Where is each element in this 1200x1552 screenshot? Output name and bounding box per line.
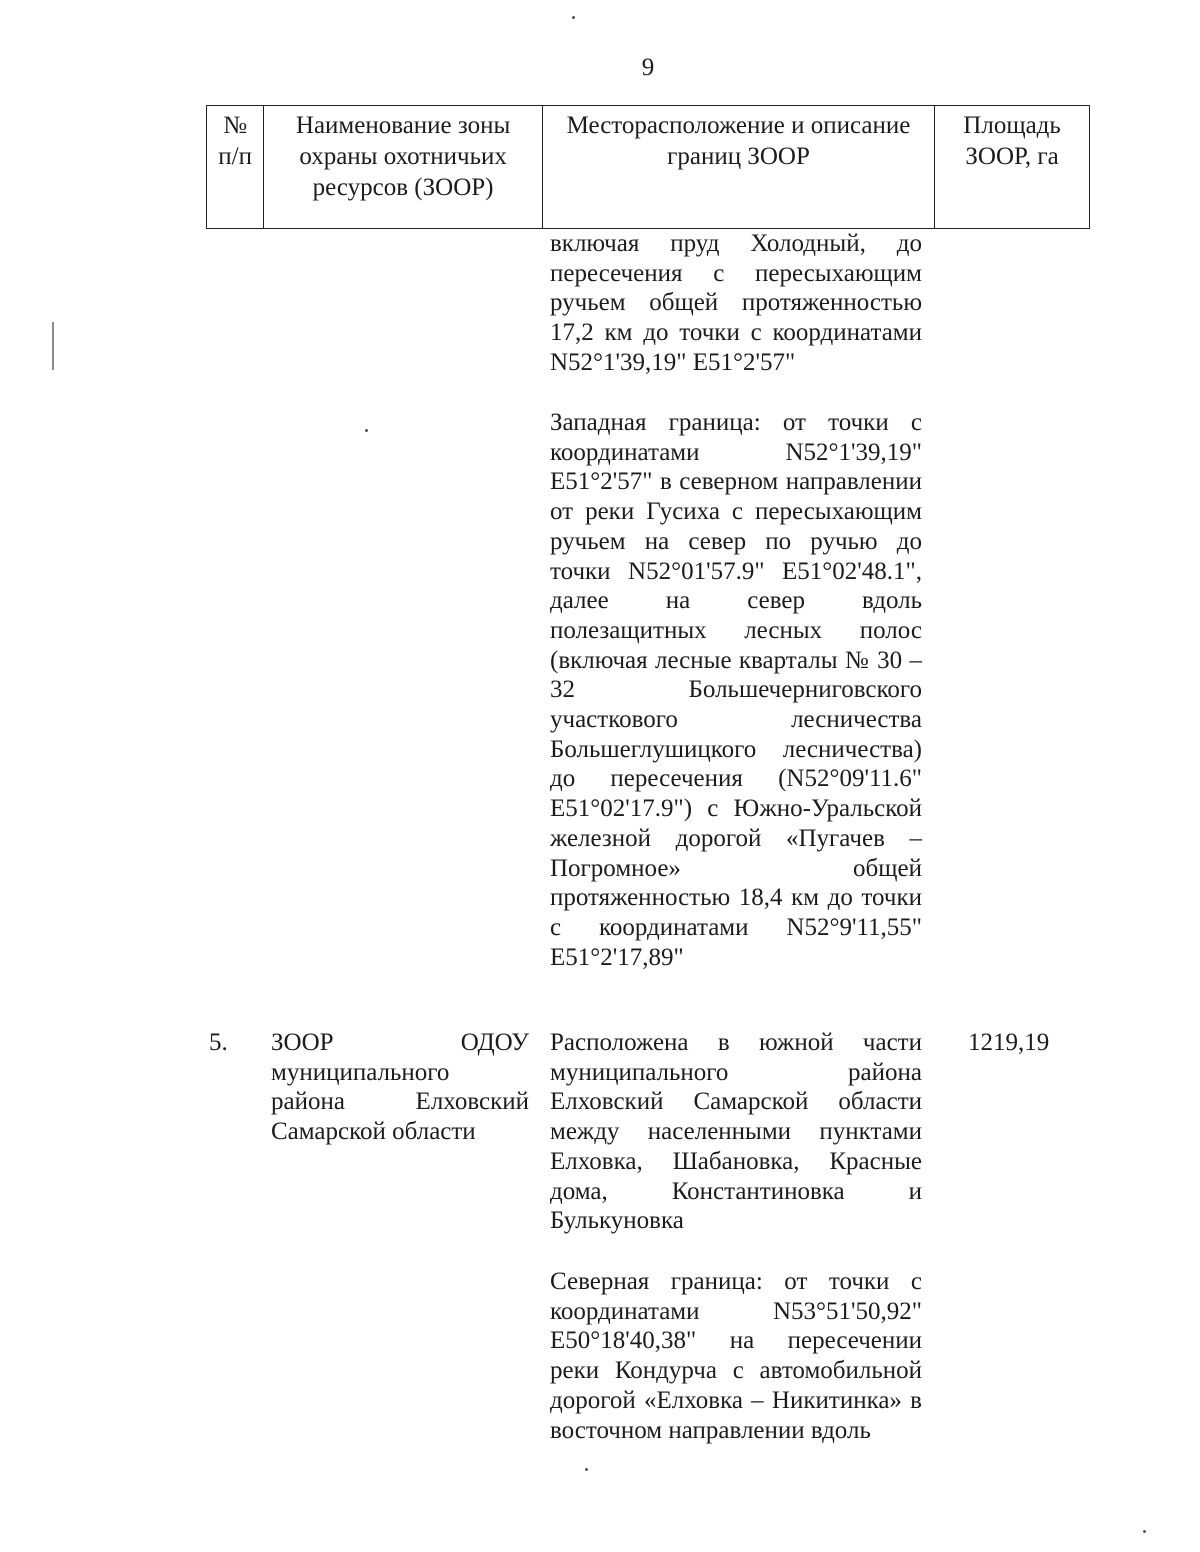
header-name: Наименование зоны охраны охотничьих ресурсов (ЗООР) <box>264 106 543 229</box>
north-border-description: Северная граница: от точки с координатами N53°51'50,92" E50°18'40,38" на пересечении реки Кондурча с автомобильной дорогой «Елховка – Никитинка» в восточном направлении вдоль <box>550 1268 922 1444</box>
row-number: 5. <box>209 1029 228 1056</box>
scan-artifact-line <box>52 322 54 370</box>
page-number: 9 <box>641 54 655 81</box>
scan-artifact-dot <box>365 429 368 432</box>
table-header-row <box>207 106 1090 229</box>
header-number: № п/п <box>207 106 264 229</box>
zone-name: ЗООР ОДОУ муниципального района Елховский Самарской области <box>271 1029 529 1146</box>
header-area: Площадь ЗООР, га <box>935 106 1090 229</box>
west-border-description: Западная граница: от точки с координатами N52°1'39,19" E51°2'57" в северном направлении от реки Гусиха с пересыхающим ручьем на север по ручью до точки N52°01'57.9" E51°02'48.1", далее на север вдоль полезащитных лесных полос (включая лесные кварталы № 30 – 32 Большечерниговского участкового лесничества Большеглушицкого лесничества) до пересечения (N52°09'11.6" E51°02'17.9") с Южно-Уральской железной дорогой «Пугачев – Погромное» общей протяженностью 18,4 км до точки с координатами N52°9'11,55" E51°2'17,89" <box>550 409 922 971</box>
zone-area: 1219,19 <box>968 1029 1050 1056</box>
scan-artifact-dot <box>572 16 575 19</box>
zone-location-description: Расположена в южной части муниципального района Елховский Самарской области между населенными пунктами Елховка, Шабановка, Красные дома, Константиновка и Булькуновка <box>550 1029 922 1235</box>
header-location: Месторасположение и описание границ ЗООР <box>542 106 934 229</box>
table-header <box>206 105 1090 229</box>
scan-artifact-dot <box>585 1468 588 1471</box>
scan-artifact-dot <box>1143 1530 1146 1533</box>
continued-description: включая пруд Холодный, до пересечения с пересыхающим ручьем общей протяженностью 17,2 км до точки с координатами N52°1'39,19" E51°2'57" <box>550 230 922 376</box>
